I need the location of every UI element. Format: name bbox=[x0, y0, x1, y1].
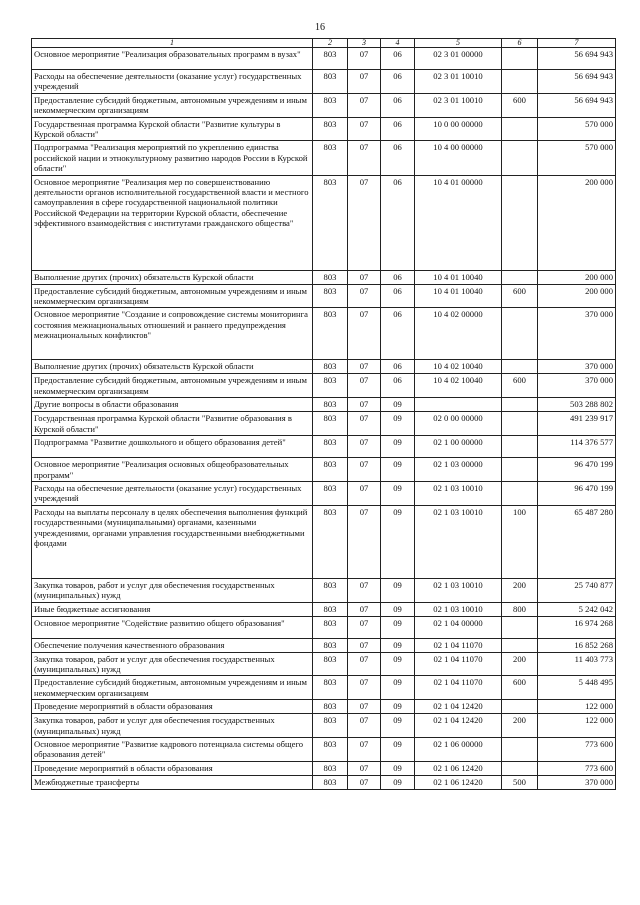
row-code-6 bbox=[502, 117, 538, 141]
table-row bbox=[32, 308, 616, 360]
row-code-2: 803 bbox=[313, 308, 348, 360]
table-row bbox=[32, 374, 616, 398]
row-code-3: 07 bbox=[348, 398, 381, 412]
row-code-4: 09 bbox=[381, 578, 415, 602]
table-row bbox=[32, 775, 616, 789]
row-amount: 370 000 bbox=[538, 308, 616, 360]
row-code-4: 06 bbox=[381, 284, 415, 308]
row-name: Государственная программа Курской области "Развитие образования в Курской области" bbox=[32, 412, 313, 436]
row-name: Предоставление субсидий бюджетным, автономным учреждениям и иным некоммерческим организациям bbox=[32, 93, 313, 117]
table-row bbox=[32, 616, 616, 638]
row-code-4: 09 bbox=[381, 652, 415, 676]
row-name: Проведение мероприятий в области образования bbox=[32, 761, 313, 775]
row-amount: 370 000 bbox=[538, 374, 616, 398]
row-code-3: 07 bbox=[348, 481, 381, 505]
row-code-5: 10 4 02 00000 bbox=[415, 308, 502, 360]
row-amount: 570 000 bbox=[538, 117, 616, 141]
row-code-5: 02 3 01 10010 bbox=[415, 93, 502, 117]
table-row bbox=[32, 284, 616, 308]
row-name: Предоставление субсидий бюджетным, автономным учреждениям и иным некоммерческим организациям bbox=[32, 676, 313, 700]
row-code-2: 803 bbox=[313, 505, 348, 578]
row-code-4: 09 bbox=[381, 481, 415, 505]
row-name: Другие вопросы в области образования bbox=[32, 398, 313, 412]
row-code-3: 07 bbox=[348, 117, 381, 141]
row-code-5: 02 3 01 10010 bbox=[415, 70, 502, 94]
row-amount: 370 000 bbox=[538, 775, 616, 789]
row-code-6 bbox=[502, 48, 538, 70]
row-amount: 122 000 bbox=[538, 700, 616, 714]
row-code-6 bbox=[502, 141, 538, 175]
row-name: Обеспечение получения качественного образования bbox=[32, 638, 313, 652]
row-code-6 bbox=[502, 175, 538, 270]
table-row bbox=[32, 70, 616, 94]
row-code-3: 07 bbox=[348, 737, 381, 761]
row-code-6 bbox=[502, 70, 538, 94]
table-row bbox=[32, 436, 616, 458]
row-code-2: 803 bbox=[313, 412, 348, 436]
row-code-3: 07 bbox=[348, 412, 381, 436]
row-code-6 bbox=[502, 436, 538, 458]
row-name: Закупка товаров, работ и услуг для обеспечения государственных (муниципальных) нужд bbox=[32, 652, 313, 676]
row-code-5: 02 1 04 11070 bbox=[415, 676, 502, 700]
row-amount: 5 448 495 bbox=[538, 676, 616, 700]
row-amount: 16 852 268 bbox=[538, 638, 616, 652]
row-code-5: 02 1 03 10010 bbox=[415, 578, 502, 602]
table-row bbox=[32, 141, 616, 175]
row-code-3: 07 bbox=[348, 374, 381, 398]
row-amount: 56 694 943 bbox=[538, 48, 616, 70]
row-amount: 503 288 802 bbox=[538, 398, 616, 412]
row-code-3: 07 bbox=[348, 505, 381, 578]
row-code-3: 07 bbox=[348, 602, 381, 616]
table-row bbox=[32, 93, 616, 117]
row-amount: 11 403 773 bbox=[538, 652, 616, 676]
row-name: Предоставление субсидий бюджетным, автономным учреждениям и иным некоммерческим организациям bbox=[32, 374, 313, 398]
row-code-2: 803 bbox=[313, 761, 348, 775]
row-code-4: 06 bbox=[381, 117, 415, 141]
row-code-2: 803 bbox=[313, 175, 348, 270]
table-row bbox=[32, 676, 616, 700]
row-code-3: 07 bbox=[348, 308, 381, 360]
row-code-6 bbox=[502, 308, 538, 360]
row-code-5: 02 1 04 00000 bbox=[415, 616, 502, 638]
row-code-6: 200 bbox=[502, 652, 538, 676]
column-header: 3 bbox=[348, 39, 381, 48]
row-name: Основное мероприятие "Реализация мер по совершенствованию деятельности органов исполнительной государственной власти и местного самоуправления в сфере государственной национальной политики Российской Федерации на территории Курской области, обеспечение эффективного взаимодействия с институтами гражданского общества" bbox=[32, 175, 313, 270]
row-name: Проведение мероприятий в области образования bbox=[32, 700, 313, 714]
row-name: Закупка товаров, работ и услуг для обеспечения государственных (муниципальных) нужд bbox=[32, 578, 313, 602]
row-code-3: 07 bbox=[348, 141, 381, 175]
table-row bbox=[32, 175, 616, 270]
row-code-5: 02 1 03 10010 bbox=[415, 505, 502, 578]
row-code-2: 803 bbox=[313, 714, 348, 738]
row-name: Подпрограмма "Реализация мероприятий по укреплению единства российской нации и этнокультурному развитию народов России в Курской области" bbox=[32, 141, 313, 175]
column-header: 1 bbox=[32, 39, 313, 48]
row-code-6: 600 bbox=[502, 374, 538, 398]
row-code-3: 07 bbox=[348, 270, 381, 284]
row-code-5: 10 4 02 10040 bbox=[415, 360, 502, 374]
table-row bbox=[32, 360, 616, 374]
row-code-2: 803 bbox=[313, 398, 348, 412]
row-amount: 122 000 bbox=[538, 714, 616, 738]
row-amount: 56 694 943 bbox=[538, 93, 616, 117]
page-number: 16 bbox=[315, 22, 325, 33]
row-code-5: 02 3 01 00000 bbox=[415, 48, 502, 70]
row-code-2: 803 bbox=[313, 360, 348, 374]
row-amount: 114 376 577 bbox=[538, 436, 616, 458]
row-name: Основное мероприятие "Реализация образовательных программ в вузах" bbox=[32, 48, 313, 70]
column-header: 6 bbox=[502, 39, 538, 48]
row-code-3: 07 bbox=[348, 714, 381, 738]
row-code-5: 10 4 00 00000 bbox=[415, 141, 502, 175]
row-name: Иные бюджетные ассигнования bbox=[32, 602, 313, 616]
row-code-3: 07 bbox=[348, 700, 381, 714]
row-code-5: 02 1 04 11070 bbox=[415, 652, 502, 676]
row-code-2: 803 bbox=[313, 93, 348, 117]
row-amount: 200 000 bbox=[538, 175, 616, 270]
table-row bbox=[32, 398, 616, 412]
row-code-2: 803 bbox=[313, 284, 348, 308]
row-code-6: 200 bbox=[502, 714, 538, 738]
row-code-2: 803 bbox=[313, 737, 348, 761]
row-code-6 bbox=[502, 398, 538, 412]
row-amount: 65 487 280 bbox=[538, 505, 616, 578]
row-code-2: 803 bbox=[313, 602, 348, 616]
row-name: Расходы на обеспечение деятельности (оказание услуг) государственных учреждений bbox=[32, 70, 313, 94]
row-code-4: 06 bbox=[381, 360, 415, 374]
row-code-2: 803 bbox=[313, 775, 348, 789]
row-code-4: 06 bbox=[381, 70, 415, 94]
row-code-6 bbox=[502, 270, 538, 284]
row-code-3: 07 bbox=[348, 70, 381, 94]
row-code-5: 02 1 03 10010 bbox=[415, 602, 502, 616]
row-amount: 570 000 bbox=[538, 141, 616, 175]
row-code-3: 07 bbox=[348, 175, 381, 270]
row-code-6 bbox=[502, 616, 538, 638]
row-name: Основное мероприятие "Развитие кадрового потенциала системы общего образования детей" bbox=[32, 737, 313, 761]
row-code-6 bbox=[502, 458, 538, 482]
row-name: Основное мероприятие "Реализация основных общеобразовательных программ" bbox=[32, 458, 313, 482]
row-code-3: 07 bbox=[348, 458, 381, 482]
row-code-5: 02 1 06 00000 bbox=[415, 737, 502, 761]
table-row bbox=[32, 48, 616, 70]
row-code-3: 07 bbox=[348, 578, 381, 602]
row-code-5: 02 1 06 12420 bbox=[415, 775, 502, 789]
row-code-5: 10 4 02 10040 bbox=[415, 374, 502, 398]
table-header-row bbox=[32, 39, 616, 48]
row-code-6 bbox=[502, 481, 538, 505]
row-code-2: 803 bbox=[313, 676, 348, 700]
row-name: Расходы на обеспечение деятельности (оказание услуг) государственных учреждений bbox=[32, 481, 313, 505]
row-code-4: 09 bbox=[381, 714, 415, 738]
row-code-4: 06 bbox=[381, 141, 415, 175]
row-name: Предоставление субсидий бюджетным, автономным учреждениям и иным некоммерческим организациям bbox=[32, 284, 313, 308]
row-name: Основное мероприятие "Содействие развитию общего образования" bbox=[32, 616, 313, 638]
row-name: Основное мероприятие "Создание и сопровождение системы мониторинга состояния межнациональных отношений и раннего предупреждения межнациональных конфликтов" bbox=[32, 308, 313, 360]
row-code-5: 10 4 01 10040 bbox=[415, 284, 502, 308]
table-row bbox=[32, 652, 616, 676]
row-code-5: 02 1 00 00000 bbox=[415, 436, 502, 458]
row-code-3: 07 bbox=[348, 360, 381, 374]
row-code-3: 07 bbox=[348, 761, 381, 775]
row-name: Подпрограмма "Развитие дошкольного и общего образования детей" bbox=[32, 436, 313, 458]
row-name: Закупка товаров, работ и услуг для обеспечения государственных (муниципальных) нужд bbox=[32, 714, 313, 738]
row-code-6: 600 bbox=[502, 676, 538, 700]
row-code-5: 10 4 01 00000 bbox=[415, 175, 502, 270]
row-code-3: 07 bbox=[348, 93, 381, 117]
budget-table bbox=[31, 38, 616, 790]
row-code-2: 803 bbox=[313, 436, 348, 458]
row-name: Расходы на выплаты персоналу в целях обеспечения выполнения функций государственными (муниципальными) органами, казенными учреждениями, органами управления государственными внебюджетными фондами bbox=[32, 505, 313, 578]
row-code-5: 10 0 00 00000 bbox=[415, 117, 502, 141]
row-code-3: 07 bbox=[348, 284, 381, 308]
row-amount: 370 000 bbox=[538, 360, 616, 374]
table-row bbox=[32, 412, 616, 436]
row-code-2: 803 bbox=[313, 578, 348, 602]
table-row bbox=[32, 700, 616, 714]
row-name: Государственная программа Курской области "Развитие культуры в Курской области" bbox=[32, 117, 313, 141]
row-code-5: 10 4 01 10040 bbox=[415, 270, 502, 284]
row-code-5: 02 1 04 12420 bbox=[415, 700, 502, 714]
table-row bbox=[32, 714, 616, 738]
row-code-5: 02 1 03 10010 bbox=[415, 481, 502, 505]
row-amount: 16 974 268 bbox=[538, 616, 616, 638]
row-code-2: 803 bbox=[313, 652, 348, 676]
row-code-4: 06 bbox=[381, 175, 415, 270]
row-code-6 bbox=[502, 412, 538, 436]
column-header: 2 bbox=[313, 39, 348, 48]
row-amount: 5 242 042 bbox=[538, 602, 616, 616]
row-code-6: 600 bbox=[502, 284, 538, 308]
row-amount: 773 600 bbox=[538, 761, 616, 775]
row-code-6: 200 bbox=[502, 578, 538, 602]
column-header: 7 bbox=[538, 39, 616, 48]
column-header: 5 bbox=[415, 39, 502, 48]
row-amount: 56 694 943 bbox=[538, 70, 616, 94]
row-code-4: 06 bbox=[381, 270, 415, 284]
row-amount: 96 470 199 bbox=[538, 458, 616, 482]
table-row bbox=[32, 761, 616, 775]
row-code-3: 07 bbox=[348, 616, 381, 638]
table-row bbox=[32, 117, 616, 141]
row-code-6: 800 bbox=[502, 602, 538, 616]
row-code-5: 02 1 04 11070 bbox=[415, 638, 502, 652]
row-code-3: 07 bbox=[348, 48, 381, 70]
row-code-2: 803 bbox=[313, 374, 348, 398]
row-code-4: 06 bbox=[381, 93, 415, 117]
row-code-4: 09 bbox=[381, 505, 415, 578]
table-row bbox=[32, 602, 616, 616]
table-row bbox=[32, 638, 616, 652]
table-row bbox=[32, 481, 616, 505]
row-code-3: 07 bbox=[348, 775, 381, 789]
column-header: 4 bbox=[381, 39, 415, 48]
row-code-3: 07 bbox=[348, 676, 381, 700]
table-row bbox=[32, 458, 616, 482]
row-code-4: 09 bbox=[381, 398, 415, 412]
row-code-4: 06 bbox=[381, 308, 415, 360]
row-code-4: 09 bbox=[381, 458, 415, 482]
row-code-5: 02 1 04 12420 bbox=[415, 714, 502, 738]
row-code-2: 803 bbox=[313, 141, 348, 175]
row-code-6: 100 bbox=[502, 505, 538, 578]
row-amount: 491 239 917 bbox=[538, 412, 616, 436]
row-code-2: 803 bbox=[313, 70, 348, 94]
row-code-5: 02 1 06 12420 bbox=[415, 761, 502, 775]
row-code-2: 803 bbox=[313, 117, 348, 141]
row-amount: 200 000 bbox=[538, 270, 616, 284]
table-row bbox=[32, 737, 616, 761]
row-code-4: 06 bbox=[381, 374, 415, 398]
row-code-4: 09 bbox=[381, 412, 415, 436]
row-code-4: 09 bbox=[381, 737, 415, 761]
table-row bbox=[32, 270, 616, 284]
row-code-6 bbox=[502, 700, 538, 714]
table-row bbox=[32, 505, 616, 578]
row-code-3: 07 bbox=[348, 436, 381, 458]
row-code-4: 09 bbox=[381, 602, 415, 616]
table-row bbox=[32, 578, 616, 602]
row-code-5 bbox=[415, 398, 502, 412]
row-name: Выполнение других (прочих) обязательств Курской области bbox=[32, 270, 313, 284]
row-code-4: 09 bbox=[381, 761, 415, 775]
row-code-3: 07 bbox=[348, 652, 381, 676]
row-code-5: 02 0 00 00000 bbox=[415, 412, 502, 436]
row-code-2: 803 bbox=[313, 638, 348, 652]
row-amount: 200 000 bbox=[538, 284, 616, 308]
row-code-4: 09 bbox=[381, 616, 415, 638]
row-code-2: 803 bbox=[313, 270, 348, 284]
row-code-2: 803 bbox=[313, 458, 348, 482]
row-name: Межбюджетные трансферты bbox=[32, 775, 313, 789]
row-code-6 bbox=[502, 360, 538, 374]
row-amount: 96 470 199 bbox=[538, 481, 616, 505]
row-amount: 25 740 877 bbox=[538, 578, 616, 602]
row-code-4: 09 bbox=[381, 775, 415, 789]
row-code-2: 803 bbox=[313, 48, 348, 70]
row-code-3: 07 bbox=[348, 638, 381, 652]
row-code-4: 09 bbox=[381, 700, 415, 714]
row-code-6 bbox=[502, 761, 538, 775]
row-code-6 bbox=[502, 737, 538, 761]
row-code-6 bbox=[502, 638, 538, 652]
row-amount: 773 600 bbox=[538, 737, 616, 761]
row-code-2: 803 bbox=[313, 481, 348, 505]
row-name: Выполнение других (прочих) обязательств Курской области bbox=[32, 360, 313, 374]
row-code-4: 09 bbox=[381, 436, 415, 458]
row-code-5: 02 1 03 00000 bbox=[415, 458, 502, 482]
row-code-4: 09 bbox=[381, 676, 415, 700]
row-code-4: 06 bbox=[381, 48, 415, 70]
row-code-2: 803 bbox=[313, 616, 348, 638]
row-code-6: 500 bbox=[502, 775, 538, 789]
row-code-4: 09 bbox=[381, 638, 415, 652]
row-code-2: 803 bbox=[313, 700, 348, 714]
row-code-6: 600 bbox=[502, 93, 538, 117]
